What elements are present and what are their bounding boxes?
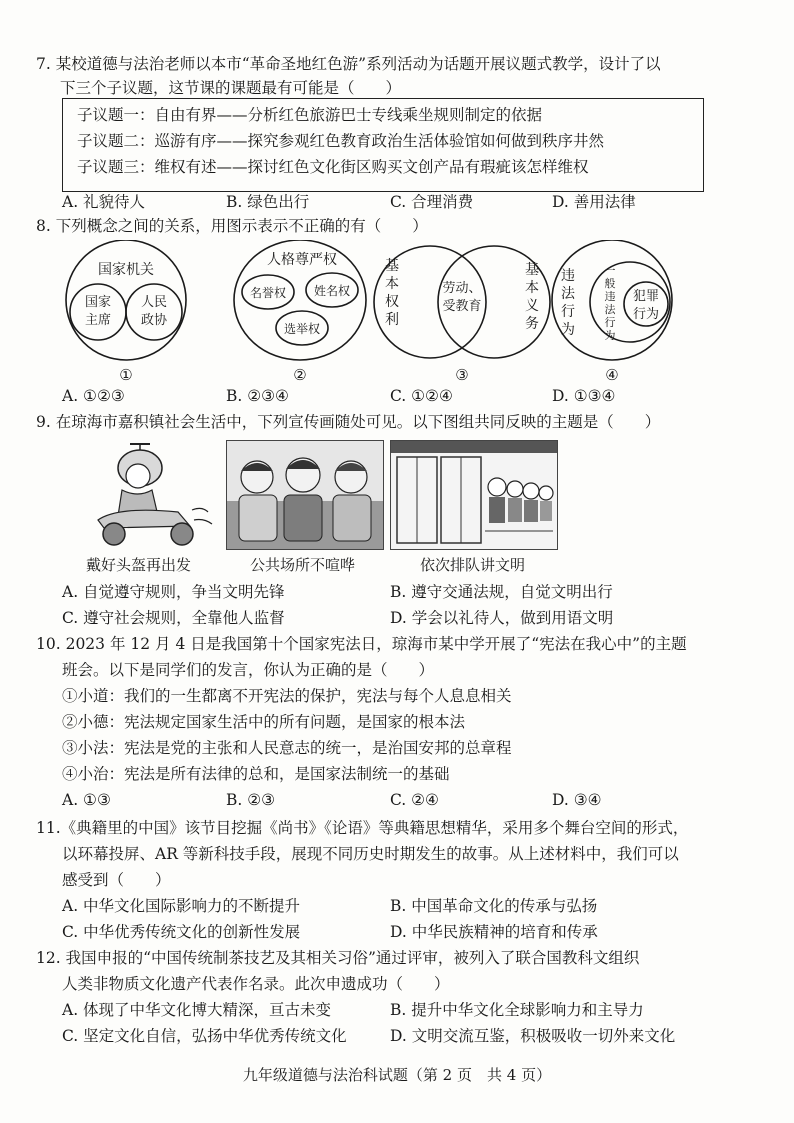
q9-picture-quiet bbox=[226, 440, 384, 550]
q11-stem-line1: 11.《典籍里的中国》该节目挖掘《尚书》《论语》等典籍思想精华，采用多个舞台空间的形式， bbox=[36, 819, 689, 837]
q7-subtopic-box bbox=[62, 98, 704, 192]
q7-subtopic-2: 子议题二：巡游有序——探究参观红色教育政治生活体验馆如何做到秩序井然 bbox=[77, 132, 605, 150]
q10-option-a: A. ①③ bbox=[62, 791, 111, 809]
d1-left-a: 国家 bbox=[84, 295, 112, 310]
d2-c: 选举权 bbox=[283, 322, 321, 336]
q10-statement-3: ③小法：宪法是党的主张和人民意志的统一，是治国安邦的总章程 bbox=[62, 739, 512, 757]
d4-mid-4: 法 bbox=[604, 303, 616, 316]
d3-mid-b: 受教育 bbox=[442, 299, 482, 314]
d3-number: ③ bbox=[455, 366, 469, 384]
d1-left-b: 主席 bbox=[84, 313, 112, 328]
q12-option-a: A. 体现了中华文化博大精深，亘古未变 bbox=[62, 1001, 332, 1019]
d1-right-a: 人民 bbox=[140, 295, 168, 310]
d4-mid-5: 行 bbox=[604, 316, 616, 329]
d2-outer-label: 人格尊严权 bbox=[267, 252, 337, 268]
q8-option-a: A. ①②③ bbox=[62, 387, 125, 405]
q8-diagram-3 bbox=[374, 246, 550, 384]
q11-option-a: A. 中华文化国际影响力的不断提升 bbox=[62, 897, 301, 915]
q12-stem-line2: 人类非物质文化遗产代表作名录。此次申遗成功（ ） bbox=[62, 975, 450, 993]
d4-mid-3: 违 bbox=[604, 290, 616, 303]
q7-option-c: C. 合理消费 bbox=[390, 193, 474, 211]
q10-option-d: D. ③④ bbox=[552, 791, 602, 809]
q7-option-d: D. 善用法律 bbox=[552, 193, 636, 211]
d4-outer-4: 为 bbox=[561, 322, 575, 338]
q7-stem-line2: 下三个子议题，这节课的课题最有可能是（ ） bbox=[60, 79, 402, 97]
q9-stem: 9. 在琼海市嘉积镇社会生活中，下列宣传画随处可见。以下图组共同反映的主题是（ ） bbox=[36, 413, 661, 431]
q7-stem-line1: 7. 某校道德与法治老师以本市“革命圣地红色游”系列活动为话题开展议题式教学，设计了以 bbox=[36, 55, 661, 73]
d3-right-4: 务 bbox=[525, 316, 539, 332]
q7-option-a: A. 礼貌待人 bbox=[62, 193, 146, 211]
q10-stem-line1: 10. 2023 年 12 月 4 日是我国第十个国家宪法日，琼海市某中学开展了“宪法在我心中”的主题 bbox=[36, 635, 687, 653]
q8-stem: 8. 下列概念之间的关系，用图示表示不正确的有（ ） bbox=[36, 217, 428, 235]
d4-inner-a: 犯罪 bbox=[632, 289, 660, 304]
d2-number: ② bbox=[293, 366, 307, 384]
d1-number: ① bbox=[119, 366, 133, 384]
d3-right-1: 基 bbox=[525, 262, 539, 278]
d4-outer-1: 违 bbox=[561, 268, 575, 284]
q9-option-d: D. 学会以礼待人，做到用语文明 bbox=[390, 609, 614, 627]
d3-left-3: 权 bbox=[385, 294, 399, 310]
d3-right-2: 本 bbox=[525, 280, 539, 296]
q8-diagram-1 bbox=[66, 240, 186, 384]
q8-diagrams bbox=[40, 240, 680, 390]
queue-illustration bbox=[391, 441, 557, 549]
q7-subtopic-1: 子议题一：自由有界——分析红色旅游巴士专线乘坐规则制定的依据 bbox=[77, 106, 543, 124]
q10-statement-1: ①小道：我们的一生都离不开宪法的保护，宪法与每个人息息相关 bbox=[62, 687, 512, 705]
q11-option-d: D. 中华民族精神的培育和传承 bbox=[390, 923, 598, 941]
q7-subtopic-3: 子议题三：维权有述——探讨红色文化街区购买文创产品有瑕疵该怎样维权 bbox=[77, 158, 589, 176]
q11-option-c: C. 中华优秀传统文化的创新性发展 bbox=[62, 923, 301, 941]
quiet-passengers-illustration bbox=[227, 441, 383, 549]
d3-left-1: 基 bbox=[385, 258, 399, 274]
d3-left-4: 利 bbox=[385, 312, 399, 328]
d4-outer-3: 行 bbox=[561, 304, 575, 320]
q9-caption-3: 依次排队讲文明 bbox=[420, 556, 526, 574]
d3-right-3: 义 bbox=[525, 298, 539, 314]
d2-b: 姓名权 bbox=[313, 284, 351, 298]
q11-stem-line3: 感受到（ ） bbox=[62, 871, 171, 889]
q8-diagram-2 bbox=[234, 240, 366, 384]
q10-stem-line2: 班会。以下是同学们的发言，你认为正确的是（ ） bbox=[62, 661, 435, 679]
q12-option-c: C. 坚定文化自信，弘扬中华优秀传统文化 bbox=[62, 1027, 347, 1045]
q10-statement-4: ④小治：宪法是所有法律的总和，是国家法制统一的基础 bbox=[62, 765, 450, 783]
d4-number: ④ bbox=[605, 366, 619, 384]
q12-option-b: B. 提升中华文化全球影响力和主导力 bbox=[390, 1001, 644, 1019]
q8-option-c: C. ①②④ bbox=[390, 387, 453, 405]
d4-outer-2: 法 bbox=[561, 286, 575, 302]
q11-option-b: B. 中国革命文化的传承与弘扬 bbox=[390, 897, 598, 915]
q8-option-b: B. ②③④ bbox=[226, 387, 289, 405]
d3-left-2: 本 bbox=[385, 276, 399, 292]
d4-mid-2: 般 bbox=[604, 277, 616, 290]
d4-mid-6: 为 bbox=[604, 329, 616, 342]
d2-a: 名誉权 bbox=[249, 286, 287, 300]
q9-picture-helmet bbox=[78, 440, 218, 550]
q10-option-c: C. ②④ bbox=[390, 791, 439, 809]
page-footer: 九年级道德与法治科试题（第 2 页 共 4 页） bbox=[242, 1066, 552, 1084]
q9-option-c: C. 遵守社会规则，全靠他人监督 bbox=[62, 609, 285, 627]
helmet-rider-illustration bbox=[78, 440, 218, 550]
d4-inner-b: 行为 bbox=[632, 307, 660, 322]
q9-option-a: A. 自觉遵守规则，争当文明先锋 bbox=[62, 583, 285, 601]
d1-outer-label: 国家机关 bbox=[98, 262, 154, 278]
q11-stem-line2: 以环幕投屏、AR 等新科技手段，展现不同历史时期发生的故事。从上述材料中，我们可以 bbox=[62, 845, 679, 863]
q10-statement-2: ②小德：宪法规定国家生活中的所有问题，是国家的根本法 bbox=[62, 713, 466, 731]
d3-mid-a: 劳动、 bbox=[442, 281, 482, 296]
d4-mid-1: 一 bbox=[604, 264, 616, 277]
q9-caption-2: 公共场所不喧哗 bbox=[250, 556, 356, 574]
q7-option-b: B. 绿色出行 bbox=[226, 193, 310, 211]
q9-caption-1: 戴好头盔再出发 bbox=[86, 556, 192, 574]
q12-option-d: D. 文明交流互鉴，积极吸收一切外来文化 bbox=[390, 1027, 676, 1045]
q10-option-b: B. ②③ bbox=[226, 791, 276, 809]
q8-option-d: D. ①③④ bbox=[552, 387, 616, 405]
q9-picture-queue bbox=[390, 440, 558, 550]
q8-diagram-4 bbox=[552, 240, 672, 384]
q9-option-b: B. 遵守交通法规，自觉文明出行 bbox=[390, 583, 613, 601]
q12-stem-line1: 12. 我国申报的“中国传统制茶技艺及其相关习俗”通过评审，被列入了联合国教科文组织 bbox=[36, 949, 640, 967]
d1-right-b: 政协 bbox=[140, 313, 168, 328]
